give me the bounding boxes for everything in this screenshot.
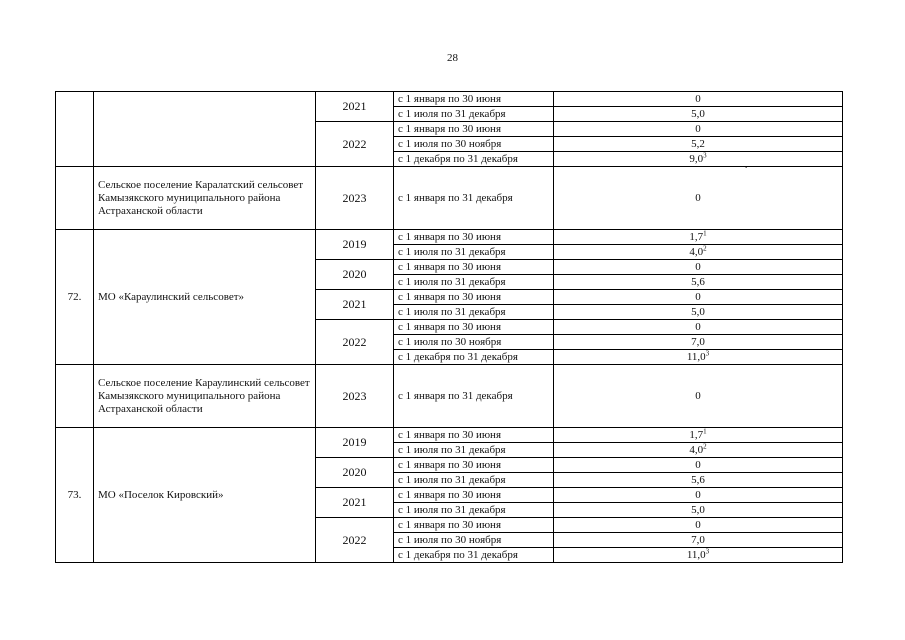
value-text: 1,7 — [689, 230, 704, 243]
period-cell: с 1 июля по 30 ноября — [394, 137, 554, 152]
year-cell: 2023 — [316, 365, 394, 428]
period-cell: с 1 декабря по 31 декабря — [394, 350, 554, 365]
value-text: 0 — [695, 191, 701, 204]
municipality-name-cell: Сельское поселение Каралатский сельсовет Камызякского муниципального района Астраханской области — [94, 167, 316, 230]
scan-dot-mark: . — [745, 160, 748, 170]
period-cell: с 1 декабря по 31 декабря — [394, 548, 554, 563]
value-cell — [554, 548, 843, 563]
value-cell — [554, 137, 843, 152]
year-cell: 2019 — [316, 428, 394, 458]
value-cell — [554, 92, 843, 107]
period-cell: с 1 января по 30 июня — [394, 260, 554, 275]
footnote-marker: 2 — [703, 243, 707, 252]
period-cell: с 1 января по 30 июня — [394, 428, 554, 443]
year-cell: 2020 — [316, 458, 394, 488]
row-number-cell: 73. — [56, 428, 94, 563]
tariff-table — [55, 91, 843, 563]
value-text: 11,0 — [686, 350, 706, 363]
value-text: 5,0 — [691, 305, 705, 318]
value-cell — [554, 230, 843, 245]
period-cell: с 1 января по 31 декабря — [394, 167, 554, 230]
value-text: 0 — [695, 389, 701, 402]
period-cell: с 1 января по 30 июня — [394, 92, 554, 107]
value-cell — [554, 365, 843, 428]
year-cell: 2021 — [316, 290, 394, 320]
year-cell: 2022 — [316, 518, 394, 563]
period-cell: с 1 декабря по 31 декабря — [394, 152, 554, 167]
value-text: 4,0 — [689, 443, 704, 456]
period-cell: с 1 января по 30 июня — [394, 458, 554, 473]
period-cell: с 1 января по 30 июня — [394, 488, 554, 503]
municipality-name-cell: Сельское поселение Караулинский сельсовет Камызякского муниципального района Астраханской области — [94, 365, 316, 428]
row-number-cell — [56, 92, 94, 167]
year-cell: 2019 — [316, 230, 394, 260]
value-text: 5,6 — [691, 473, 705, 486]
row-number-cell — [56, 167, 94, 230]
value-text: 0 — [695, 458, 701, 471]
value-cell — [554, 122, 843, 137]
value-text: 0 — [695, 518, 701, 531]
period-cell: с 1 июля по 31 декабря — [394, 443, 554, 458]
municipality-name-cell: МО «Поселок Кировский» — [94, 428, 316, 563]
table-body — [56, 92, 843, 563]
value-text: 7,0 — [691, 335, 705, 348]
value-cell — [554, 107, 843, 122]
value-cell — [554, 275, 843, 290]
table-row — [56, 92, 843, 107]
value-cell — [554, 290, 843, 305]
value-text: 4,0 — [689, 245, 704, 258]
value-cell — [554, 167, 843, 230]
footnote-marker: 1 — [703, 426, 707, 435]
period-cell: с 1 января по 31 декабря — [394, 365, 554, 428]
value-cell — [554, 473, 843, 488]
value-text: 0 — [695, 122, 701, 135]
period-cell: с 1 июля по 30 ноября — [394, 533, 554, 548]
value-cell — [554, 503, 843, 518]
period-cell: с 1 июля по 31 декабря — [394, 473, 554, 488]
value-cell — [554, 458, 843, 473]
value-cell — [554, 335, 843, 350]
value-text: 7,0 — [691, 533, 705, 546]
page-number: 28 — [447, 52, 458, 64]
value-cell — [554, 350, 843, 365]
value-text: 0 — [695, 92, 701, 105]
footnote-marker: 2 — [703, 441, 707, 450]
period-cell: с 1 января по 30 июня — [394, 122, 554, 137]
value-cell — [554, 152, 843, 167]
table-row — [56, 230, 843, 245]
value-text: 0 — [695, 320, 701, 333]
period-cell: с 1 июля по 30 ноября — [394, 335, 554, 350]
value-text: 1,7 — [689, 428, 704, 441]
value-text: 0 — [695, 260, 701, 273]
year-cell: 2021 — [316, 92, 394, 122]
footnote-marker: 3 — [705, 348, 710, 357]
footnote-marker: 1 — [703, 228, 707, 237]
municipality-name-cell: МО «Караулинский сельсовет» — [94, 230, 316, 365]
value-cell — [554, 320, 843, 335]
value-cell — [554, 260, 843, 275]
year-cell: 2020 — [316, 260, 394, 290]
period-cell: с 1 июля по 31 декабря — [394, 305, 554, 320]
value-text: 0 — [695, 290, 701, 303]
period-cell: с 1 июля по 31 декабря — [394, 107, 554, 122]
value-cell — [554, 245, 843, 260]
period-cell: с 1 января по 30 июня — [394, 290, 554, 305]
value-text: 5,0 — [691, 503, 705, 516]
year-cell: 2021 — [316, 488, 394, 518]
table-row — [56, 428, 843, 443]
period-cell: с 1 января по 30 июня — [394, 320, 554, 335]
value-cell — [554, 533, 843, 548]
footnote-marker: 3 — [703, 150, 707, 159]
year-cell: 2022 — [316, 122, 394, 167]
period-cell: с 1 июля по 31 декабря — [394, 275, 554, 290]
value-text: 5,6 — [691, 275, 705, 288]
period-cell: с 1 июля по 31 декабря — [394, 503, 554, 518]
row-number-cell — [56, 365, 94, 428]
value-text: 0 — [695, 488, 701, 501]
value-text: 9,0 — [689, 152, 704, 165]
value-text: 5,2 — [691, 137, 705, 150]
row-number-cell: 72. — [56, 230, 94, 365]
value-cell — [554, 518, 843, 533]
value-cell — [554, 428, 843, 443]
value-cell — [554, 488, 843, 503]
municipality-name-cell — [94, 92, 316, 167]
value-text: 5,0 — [691, 107, 705, 120]
footnote-marker: 3 — [705, 546, 710, 555]
table-row — [56, 167, 843, 230]
value-text: 11,0 — [686, 548, 706, 561]
table-row — [56, 365, 843, 428]
period-cell: с 1 января по 30 июня — [394, 230, 554, 245]
value-cell — [554, 443, 843, 458]
value-cell — [554, 305, 843, 320]
year-cell: 2023 — [316, 167, 394, 230]
year-cell: 2022 — [316, 320, 394, 365]
period-cell: с 1 июля по 31 декабря — [394, 245, 554, 260]
period-cell: с 1 января по 30 июня — [394, 518, 554, 533]
